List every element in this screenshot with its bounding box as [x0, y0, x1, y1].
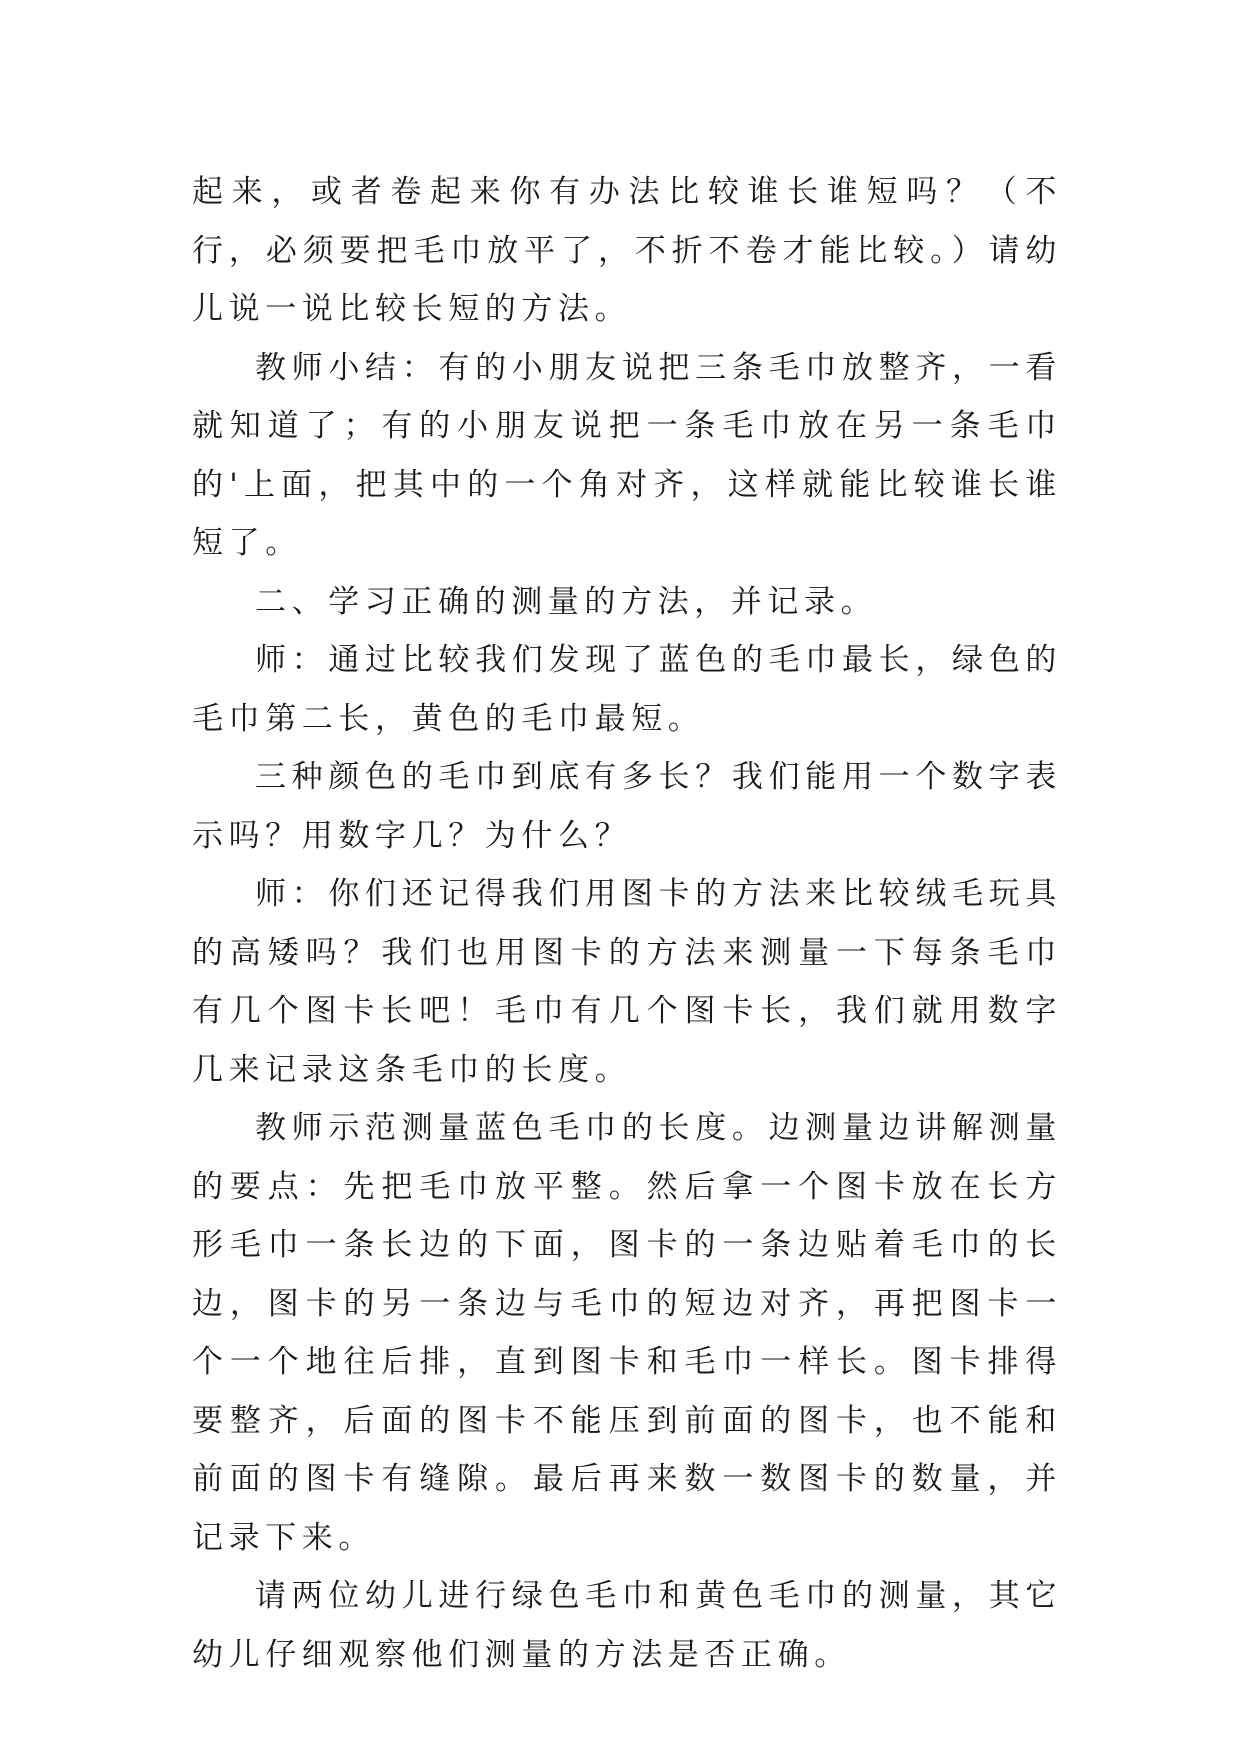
- section-heading-measurement: 二、学习正确的测量的方法，并记录。: [255, 583, 878, 620]
- document-page: [192, 163, 1062, 1684]
- paragraph-demonstration: 教师示范测量蓝色毛巾的长度。边测量边讲解测量的要点：先把毛巾放平整。然后拿一个图卡放在长方形毛巾一条长边的下面，图卡的一条边贴着毛巾的长边，图卡的另一条边与毛巾的短边对齐，再把图卡一个一个地往后排，直到图卡和毛巾一样长。图卡排得要整齐，后面的图卡不能压到前面的图卡，也不能和前面的图卡有缝隙。最后再来数一数图卡的数量，并记录下来。: [192, 1110, 1062, 1556]
- paragraph-child-measurement: 请两位幼儿进行绿色毛巾和黄色毛巾的测量，其它幼儿仔细观察他们测量的方法是否正确。: [192, 1578, 1062, 1673]
- paragraph-teacher-card-method: 师：你们还记得我们用图卡的方法来比较绒毛玩具的高矮吗？我们也用图卡的方法来测量一下每条毛巾有几个图卡长吧！毛巾有几个图卡长，我们就用数字几来记录这条毛巾的长度。: [192, 876, 1062, 1088]
- paragraph-question: 三种颜色的毛巾到底有多长？我们能用一个数字表示吗？用数字几？为什么？: [192, 759, 1062, 854]
- paragraph-teacher-summary: 教师小结：有的小朋友说把三条毛巾放整齐，一看就知道了；有的小朋友说把一条毛巾放在另一条毛巾的'上面，把其中的一个角对齐，这样就能比较谁长谁短了。: [192, 349, 1062, 561]
- paragraph-continuation: 起来，或者卷起来你有办法比较谁长谁短吗？（不行，必须要把毛巾放平了，不折不卷才能比较。）请幼儿说一说比较长短的方法。: [192, 174, 1062, 327]
- paragraph-teacher-comparison: 师：通过比较我们发现了蓝色的毛巾最长，绿色的毛巾第二长，黄色的毛巾最短。: [192, 642, 1062, 737]
